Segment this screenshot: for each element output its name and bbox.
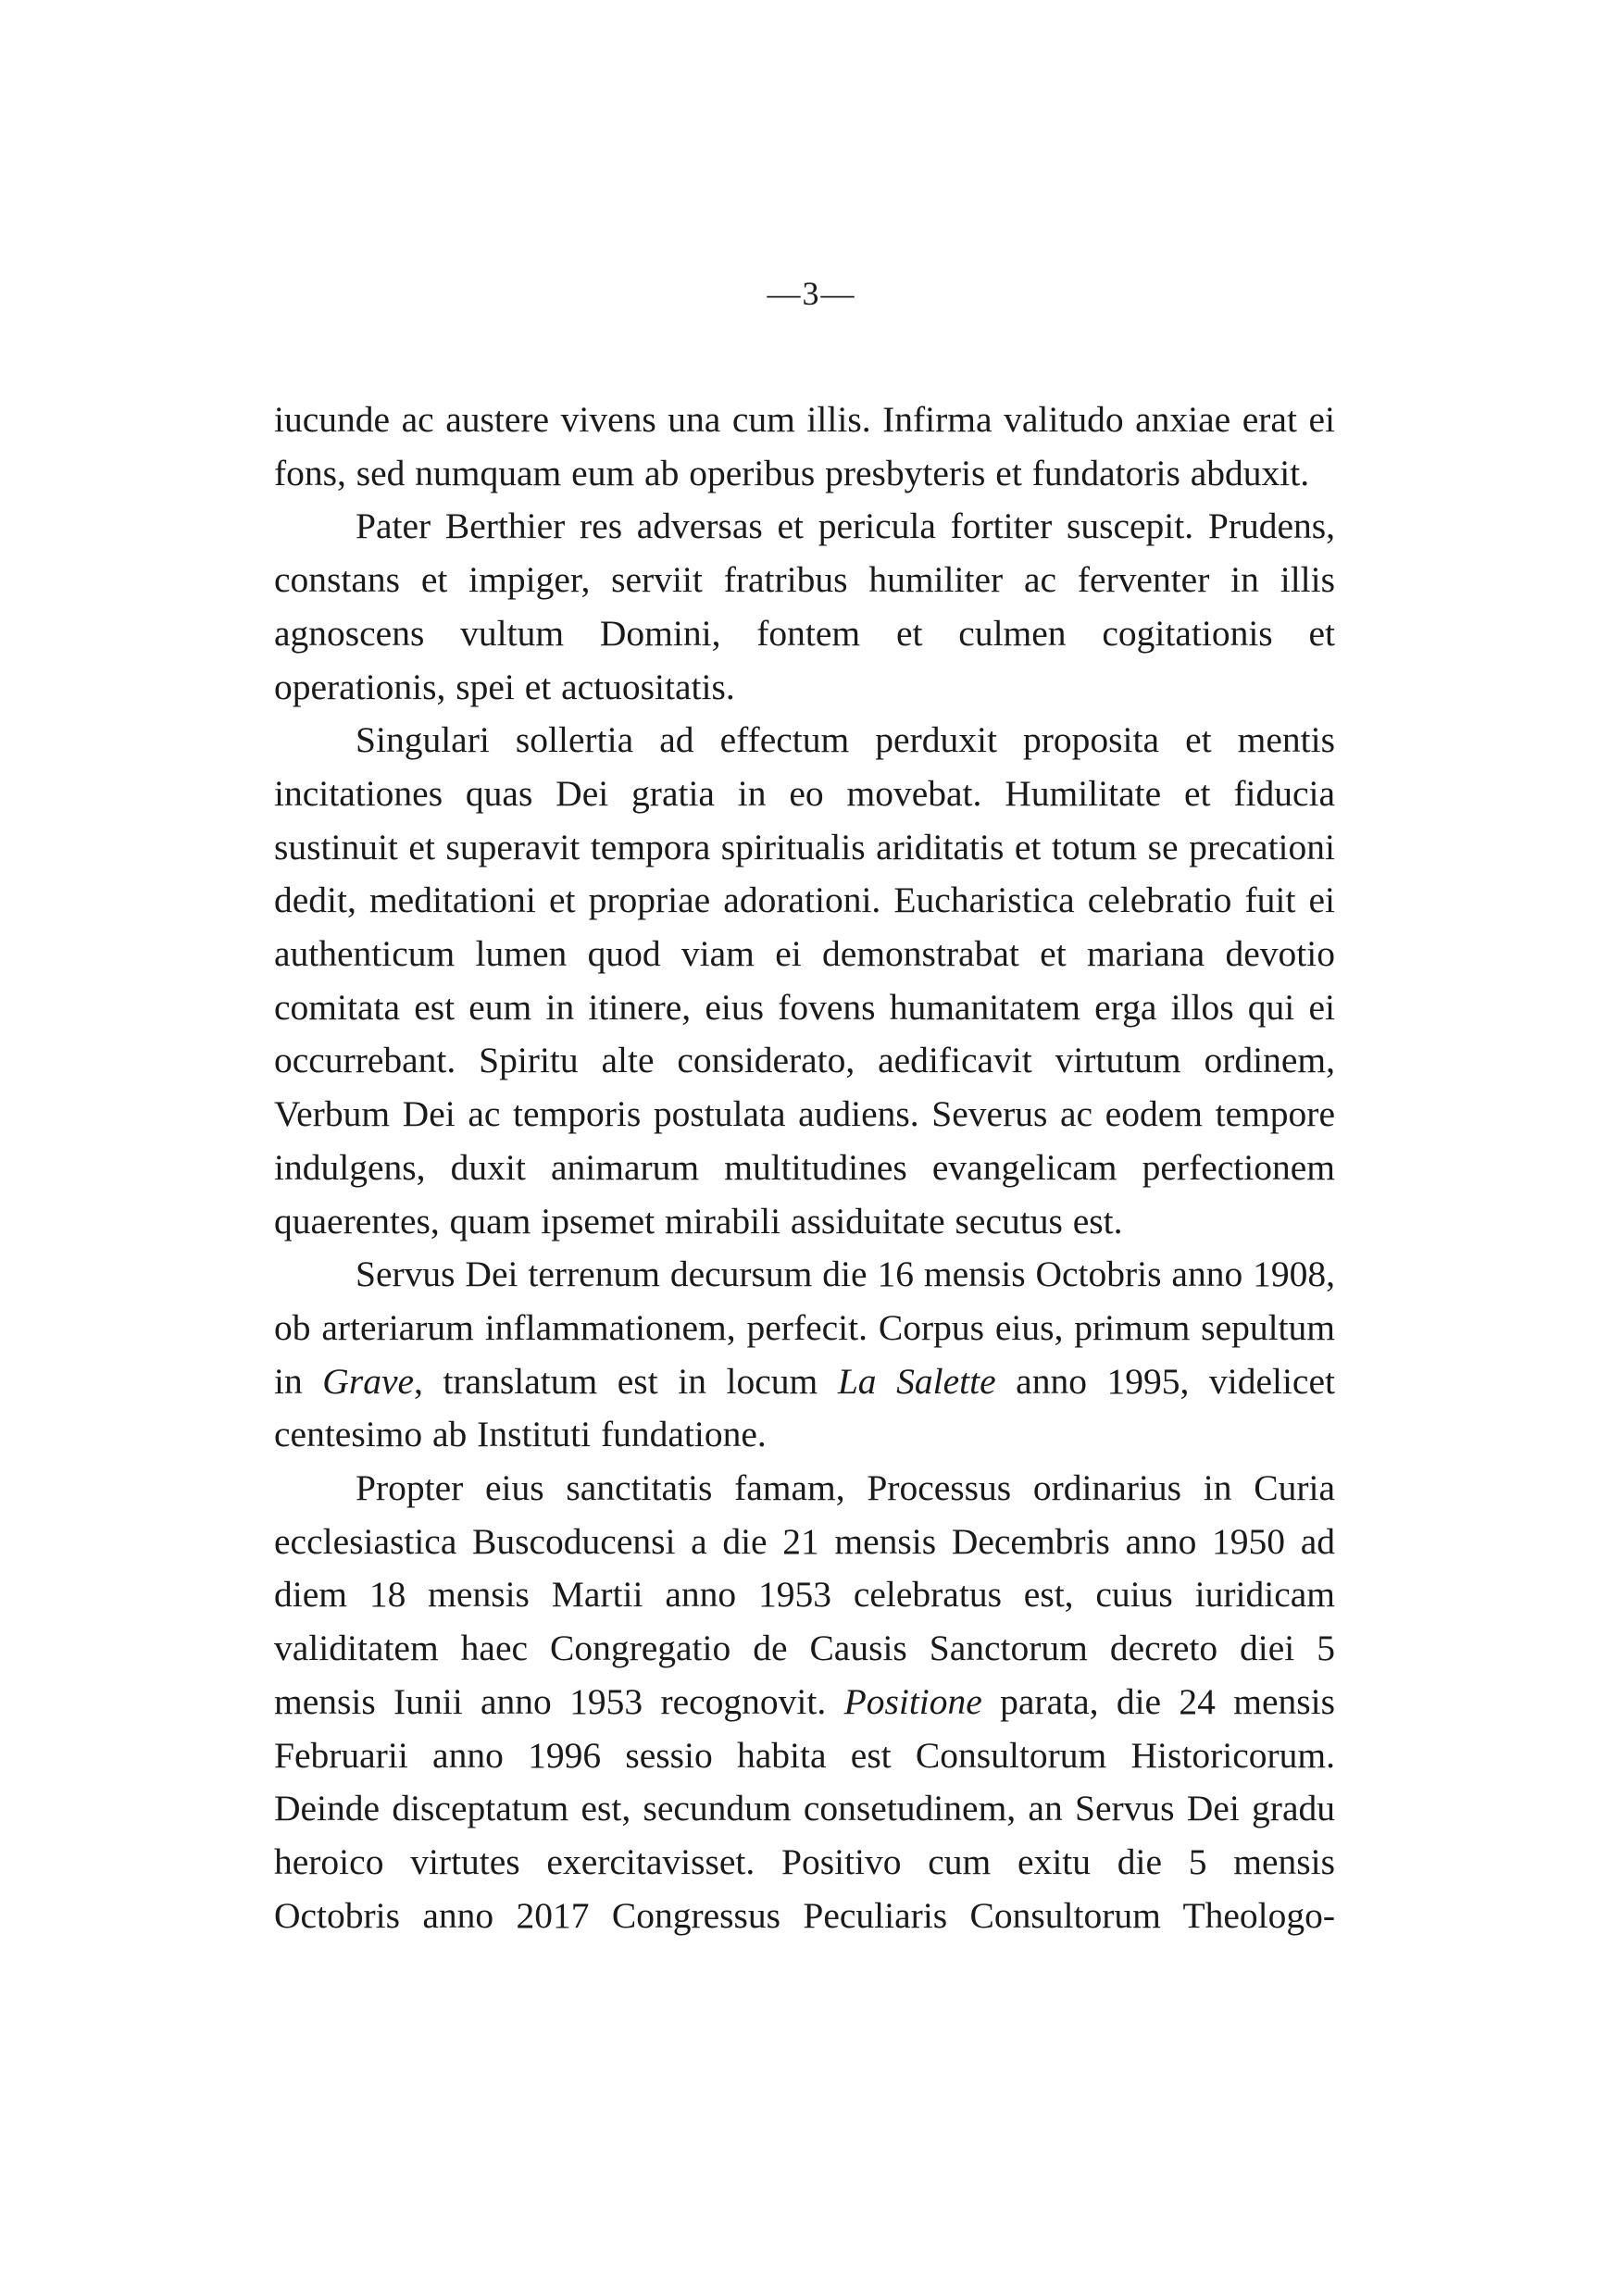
- paragraph-4: [274, 1248, 1335, 1462]
- place-name-grave: Grave: [322, 1360, 415, 1402]
- paragraph-1: iucunde ac austere vivens una cum illis. Infirma valitudo anxiae erat ei fons, sed numquam eum ab operibus presbyteris et fundatoris abduxit.: [274, 399, 1335, 493]
- document-body: [274, 393, 1335, 1942]
- paragraph-4-text-2: , translatum est in locum: [414, 1360, 838, 1402]
- paragraph-4-text-3: anno 1995, videlicet centesimo ab Instituti fundatione.: [274, 1360, 1335, 1455]
- place-name-la-salette: La Salette: [837, 1360, 996, 1402]
- term-positione: Positione: [843, 1680, 982, 1722]
- page-number: —3—: [767, 275, 856, 312]
- paragraph-5-text-2: parata, die 24 mensis Februarii anno 1996 sessio habita est Consultorum Historicorum. Deinde disceptatum est, secundum consetudinem, an Servus Dei gradu heroico virtutes exercitavisset. Positivo cum exitu die 5 mensis Octobris anno 2017 Congressus Peculiaris Consultorum Theologo-: [274, 1680, 1335, 1936]
- paragraph-2: Pater Berthier res adversas et pericula fortiter suscepit. Prudens, constans et impiger, serviit fratribus humiliter ac ferventer in illis agnoscens vultum Domini, fontem et culmen cogitationis et operationis, spei et actuositatis.: [274, 505, 1335, 707]
- paragraph-5: [274, 1462, 1335, 1942]
- paragraph-5-text-1: Propter eius sanctitatis famam, Processus ordinarius in Curia ecclesiastica Buscoducensi a die 21 mensis Decembris anno 1950 ad diem 18 mensis Martii anno 1953 celebratus est, cuius iuridicam validitatem haec Congregatio de Causis Sanctorum decreto diei 5 mensis Iunii anno 1953 recognovit.: [274, 1467, 1335, 1722]
- paragraph-3: Singulari sollertia ad effectum perduxit proposita et mentis incitationes quas Dei gratia in eo movebat. Humilitate et fiducia sustinuit et superavit tempora spiritualis ariditatis et totum se precationi dedit, meditationi et propriae adorationi. Eucharistica celebratio fuit ei authenticum lumen quod viam ei demonstrabat et mariana devotio comitata est eum in itinere, eius fovens humanitatem erga illos qui ei occurrebant. Spiritu alte considerato, aedificavit virtutum ordinem, Verbum Dei ac temporis postulata audiens. Severus ac eodem tempore indulgens, duxit animarum multitudines evangelicam perfectionem quaerentes, quam ipsemet mirabili assiduitate secutus est.: [274, 719, 1335, 1242]
- paragraph-4-text-1: Servus Dei terrenum decursum die 16 mensis Octobris anno 1908, ob arteriarum inflammationem, perfecit. Corpus eius, primum sepultum in: [274, 1254, 1335, 1402]
